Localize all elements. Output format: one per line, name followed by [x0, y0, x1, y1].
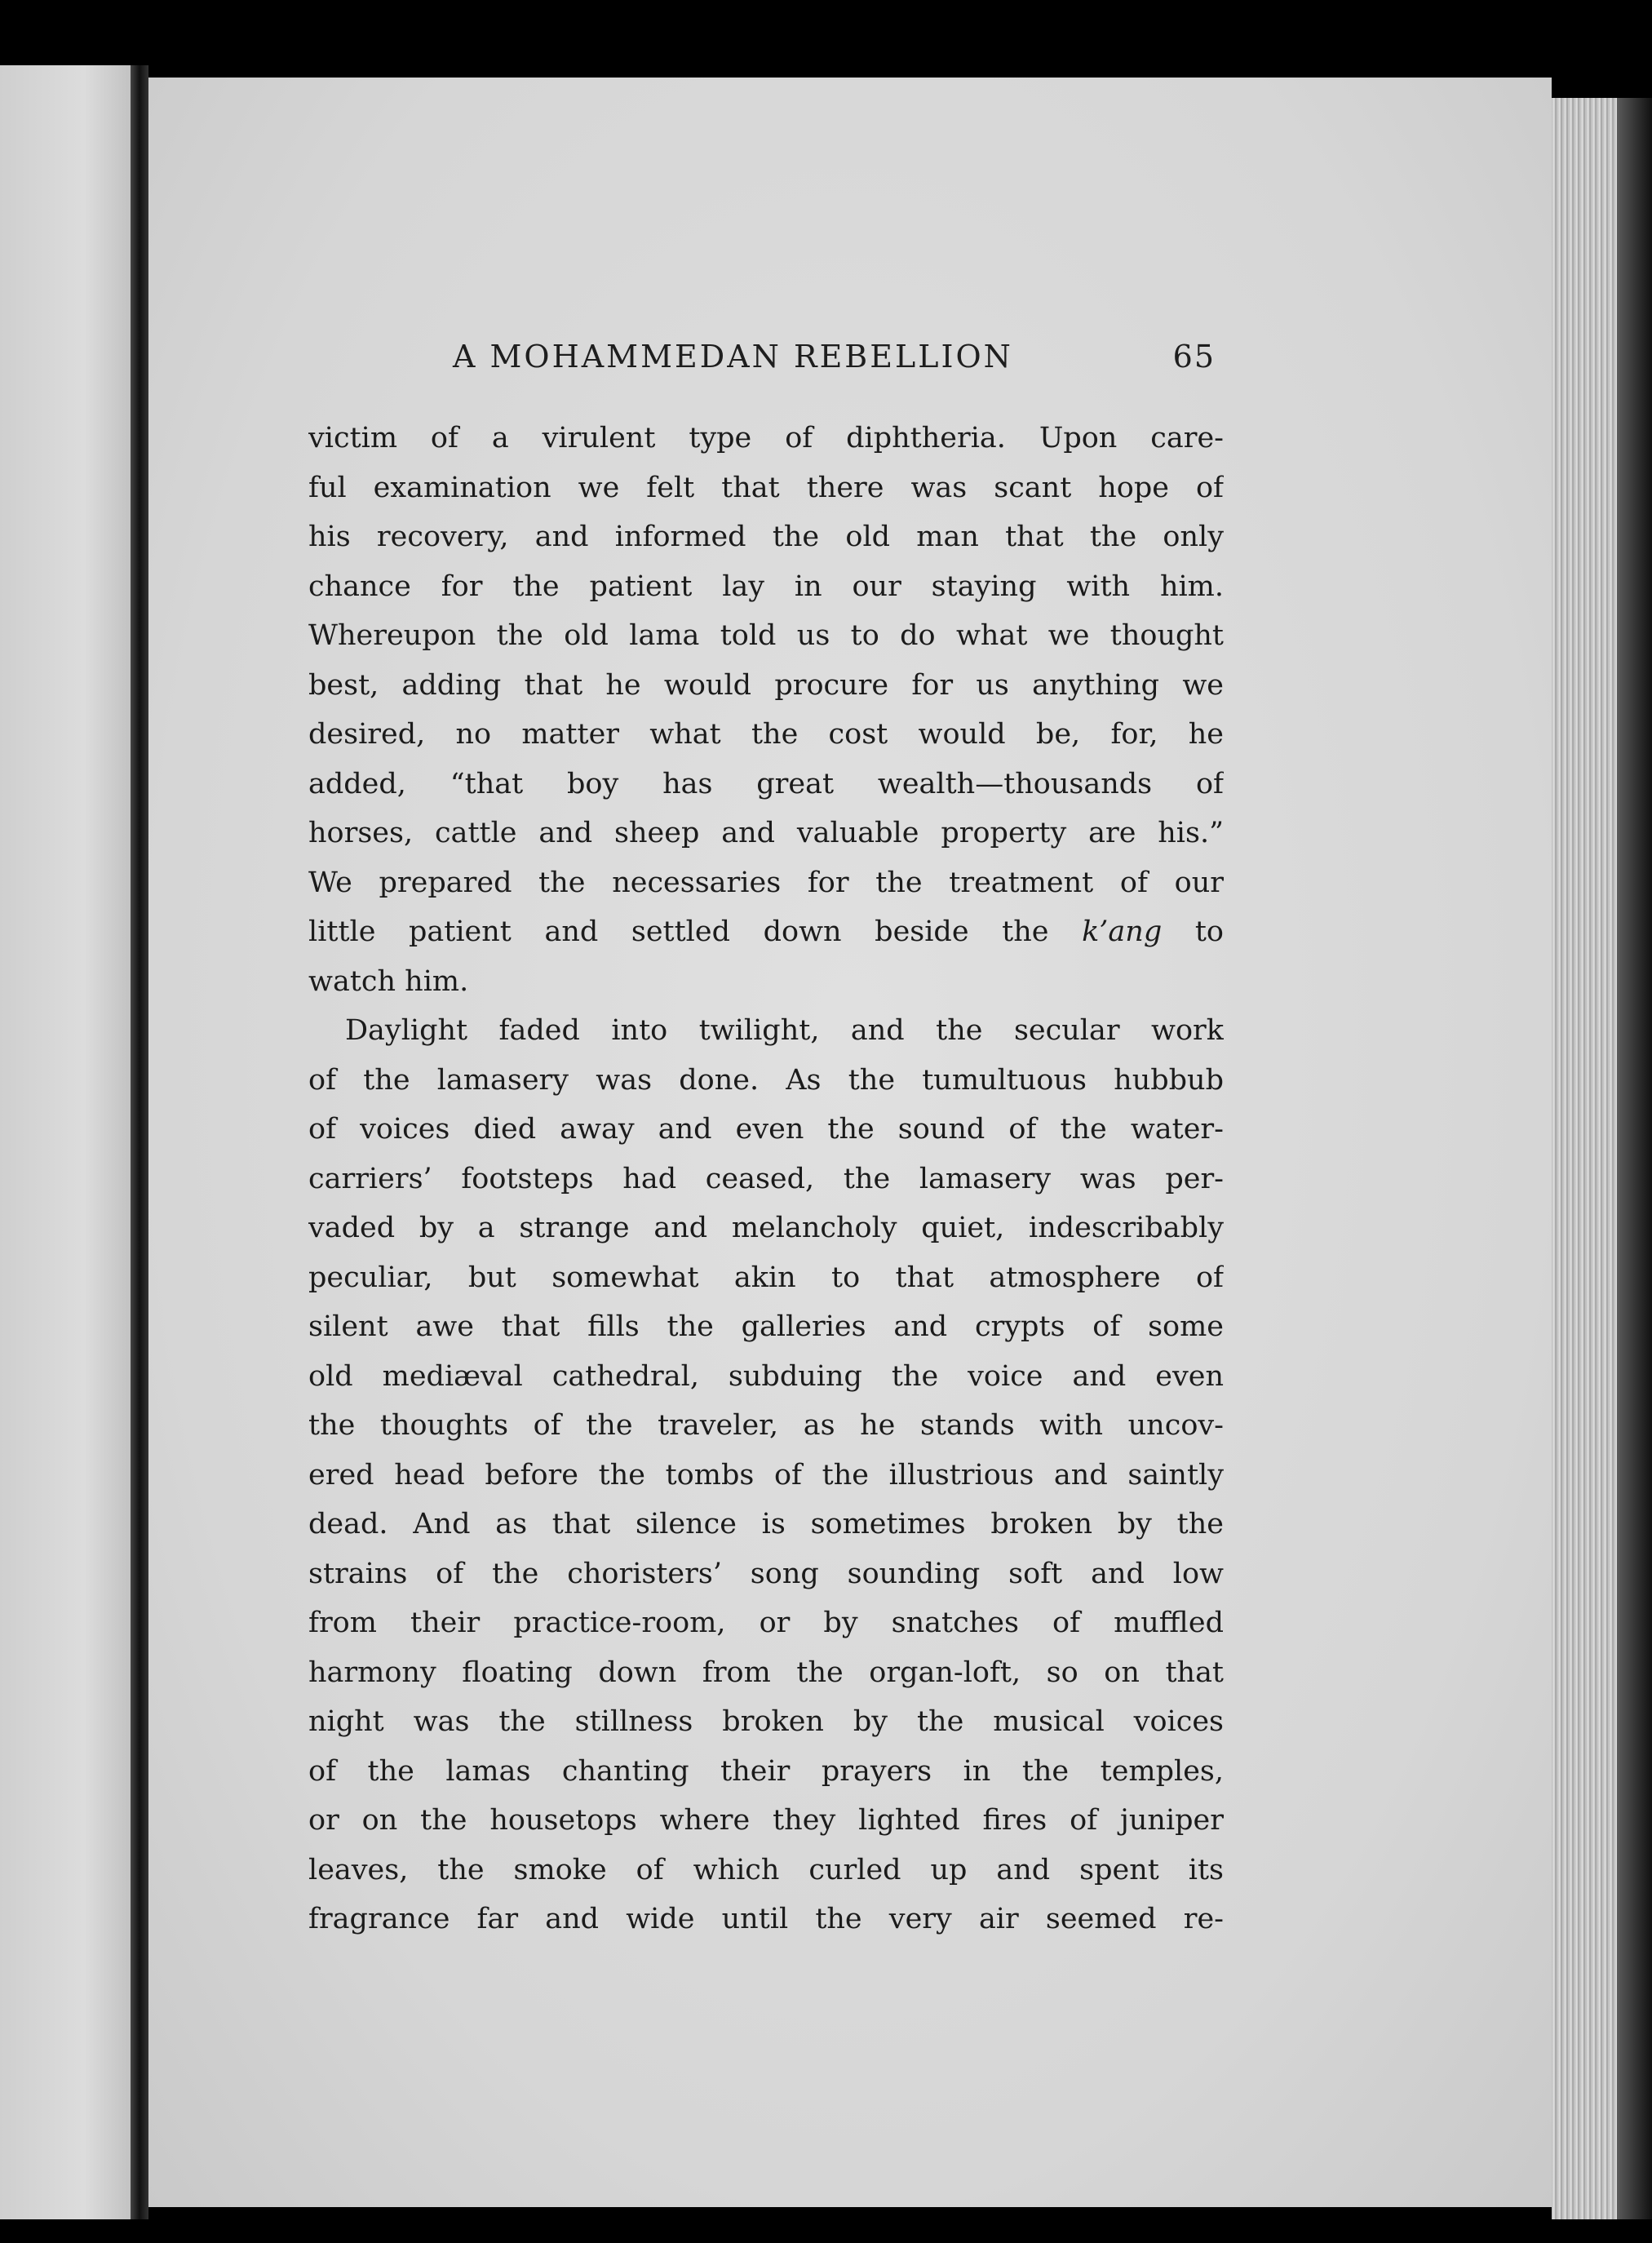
text-line: harmony floating down from the organ-loft, so on that	[308, 1656, 1224, 1689]
text-line: Whereupon the old lama told us to do what we thought	[308, 619, 1224, 652]
text-line: fragrance far and wide until the very air seemed re-	[308, 1903, 1224, 1935]
facing-page-edge	[0, 65, 140, 2219]
text-line: old mediæval cathedral, subduing the voice and even	[308, 1359, 1224, 1393]
text-fragment: to	[1194, 915, 1224, 948]
text-line: carriers’ footsteps had ceased, the lamasery was per-	[308, 1162, 1224, 1195]
text-line-with-italic	[308, 907, 1224, 957]
cover-shadow	[1617, 98, 1652, 2219]
body-text	[308, 414, 1224, 1944]
text-line: vaded by a strange and melancholy quiet, indescribably	[308, 1212, 1224, 1244]
text-line: leaves, the smoke of which curled up and spent its	[308, 1853, 1224, 1886]
text-fragment: little patient and settled down beside the	[308, 915, 1049, 948]
text-line: watch him.	[308, 964, 469, 998]
text-line: ered head before the tombs of the illustrious and saintly	[308, 1458, 1224, 1492]
text-line: silent awe that fills the galleries and crypts of some	[308, 1310, 1224, 1343]
page-header	[453, 339, 1216, 388]
text-line: added, “that boy has great wealth—thousands of	[308, 767, 1224, 800]
text-line: strains of the choristers’ song sounding soft and low	[308, 1557, 1224, 1590]
text-line: horses, cattle and sheep and valuable property are his.”	[308, 817, 1224, 849]
text-line: night was the stillness broken by the musical voices	[308, 1705, 1224, 1738]
text-line: ful examination we felt that there was scant hope of	[308, 471, 1224, 504]
text-line: desired, no matter what the cost would be, for, he	[308, 718, 1224, 751]
text-line: peculiar, but somewhat akin to that atmosphere of	[308, 1261, 1224, 1294]
page-block-edges	[1552, 98, 1617, 2219]
book-gutter	[131, 65, 148, 2219]
text-line: We prepared the necessaries for the treatment of our	[308, 866, 1224, 899]
text-line: best, adding that he would procure for us anything we	[308, 668, 1224, 702]
text-line: dead. And as that silence is sometimes broken by the	[308, 1508, 1224, 1540]
text-line: of voices died away and even the sound of the water-	[308, 1113, 1224, 1146]
text-line: his recovery, and informed the old man that the only	[308, 521, 1224, 553]
text-line: the thoughts of the traveler, as he stands with uncov-	[308, 1409, 1224, 1442]
italic-term: k’ang	[1082, 915, 1163, 948]
text-line: of the lamas chanting their prayers in the temples,	[308, 1754, 1224, 1788]
text-line: from their practice-room, or by snatches of muffled	[308, 1607, 1224, 1639]
text-line: Daylight faded into twilight, and the secular work	[345, 1014, 1224, 1047]
running-head: A MOHAMMEDAN REBELLION	[453, 339, 1013, 375]
text-line: of the lamasery was done. As the tumultuous hubbub	[308, 1063, 1224, 1097]
page-number: 65	[1172, 339, 1216, 375]
text-line: chance for the patient lay in our staying with him.	[308, 570, 1224, 603]
text-line: or on the housetops where they lighted fires of juniper	[308, 1804, 1224, 1837]
text-line: victim of a virulent type of diphtheria. Upon care-	[308, 422, 1224, 454]
